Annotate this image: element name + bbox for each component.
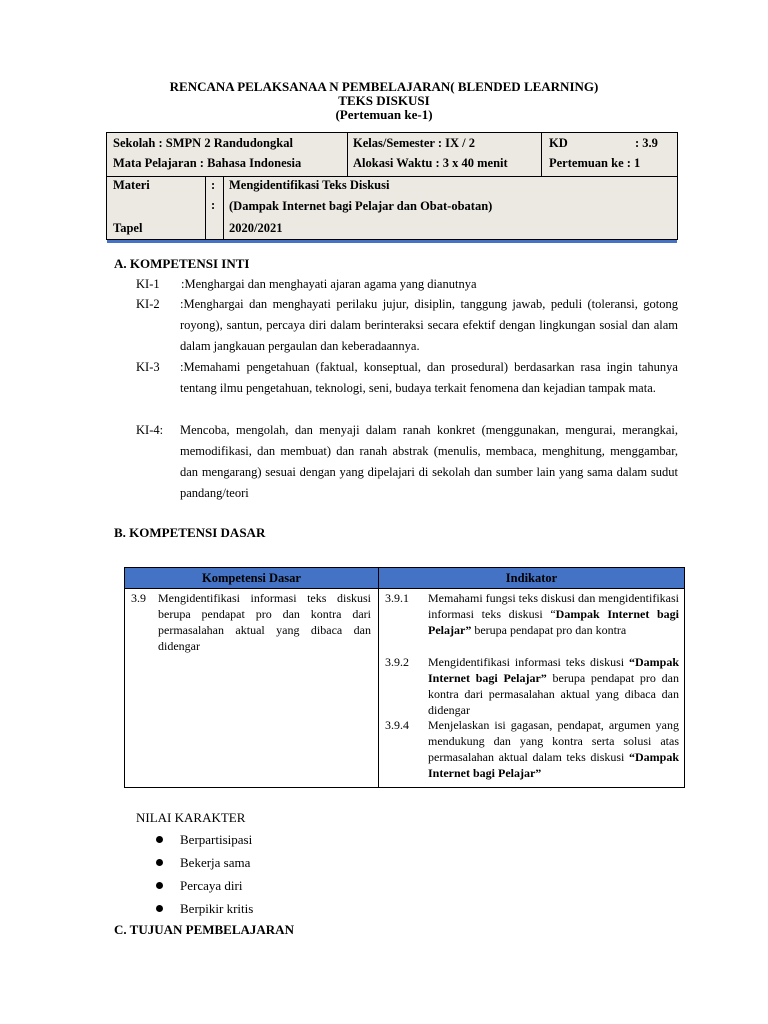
section-a-heading: A. KOMPETENSI INTI [114, 256, 250, 271]
school-field: Sekolah : SMPN 2 Randudongkal [113, 136, 293, 150]
ki-text: :Menghargai dan menghayati ajaran agama yang dianutnya [181, 277, 477, 291]
list-item: Berpartisipasi [156, 832, 253, 855]
nilai-karakter-heading: NILAI KARAKTER [136, 810, 246, 825]
ki-label: KI-1 [136, 277, 160, 291]
col-kompetensi-dasar: Kompetensi Dasar [202, 571, 301, 585]
kd-value: : 3.9 [635, 136, 658, 150]
bullet-icon [156, 859, 163, 866]
indicator-text: Menjelaskan isi gagasan, pendapat, argumen yang mendukung dan yang kontra serta solusi atas permasalahan aktual dalam teks diskusi “Dampak Internet bagi Pelajar” [428, 718, 679, 780]
indicator-number: 3.9.2 [385, 655, 409, 669]
time-allocation-field: Alokasi Waktu : 3 x 40 menit [353, 156, 508, 170]
indicator-number: 3.9.1 [385, 591, 409, 605]
col-indikator: Indikator [505, 571, 558, 585]
table-accent-line [107, 240, 677, 243]
list-item: Bekerja sama [156, 855, 253, 878]
colon-materi: : [211, 178, 216, 192]
kd-label: KD [549, 136, 568, 150]
ki-text: Mencoba, mengolah, dan menyaji dalam ranah konkret (menggunakan, mengurai, merangkai, memodifikasi, dan membuat) dan ranah abstrak (menulis, membaca, menghitung, menggambar, dan mengarang) sesuai dengan yang dipelajari di sekolah dan sumber lain yang sama dalam sudut pandang/teori [180, 423, 678, 500]
materi-subtitle: (Dampak Internet bagi Pelajar dan Obat-obatan) [229, 199, 493, 213]
ki-label: KI-3 [136, 360, 160, 374]
indicator-text: Mengidentifikasi informasi teks diskusi “Dampak Internet bagi Pelajar” berupa pendapat pro dan kontra dari permasalahan aktual yang dibaca dan didengar [428, 655, 679, 717]
kd-description: Mengidentifikasi informasi teks diskusi berupa pendapat pro dan kontra dari permasalahan aktual yang dibaca dan didengar [158, 591, 371, 653]
ki-text: :Menghargai dan menghayati perilaku jujur, disiplin, tanggung jawab, peduli (toleransi, gotong royong), santun, percaya diri dalam berinteraksi secara efektif dengan lingkungan sosial dan alam dalam jangkauan pergaulan dan keberadaannya. [180, 297, 678, 353]
class-semester-field: Kelas/Semester : IX / 2 [353, 136, 475, 150]
kd-number: 3.9 [131, 591, 146, 605]
bullet-icon [156, 836, 163, 843]
section-b-heading: B. KOMPETENSI DASAR [114, 525, 266, 540]
tapel-label: Tapel [113, 221, 143, 235]
section-c-heading: C. TUJUAN PEMBELAJARAN [114, 922, 294, 937]
list-item: Berpikir kritis [156, 901, 253, 924]
materi-value: Mengidentifikasi Teks Diskusi [229, 178, 390, 192]
academic-year-value: 2020/2021 [229, 221, 283, 235]
document-subtitle: TEKS DISKUSI [338, 93, 430, 108]
list-item: Percaya diri [156, 878, 253, 901]
meeting-number: (Pertemuan ke-1) [335, 107, 433, 122]
bullet-icon [156, 905, 163, 912]
kd-table-header [125, 568, 684, 589]
indicator-number: 3.9.4 [385, 718, 409, 732]
bullet-icon [156, 882, 163, 889]
info-table [106, 132, 678, 240]
colon-sub: : [211, 198, 216, 212]
materi-label: Materi [113, 178, 150, 192]
nilai-karakter-list [156, 832, 253, 924]
meeting-field: Pertemuan ke : 1 [549, 156, 641, 170]
ki-label: KI-4: [136, 423, 164, 437]
ki-text: :Memahami pengetahuan (faktual, konseptual, dan prosedural) berdasarkan rasa ingin tahunya tentang ilmu pengetahuan, teknologi, seni, budaya terkait fenomena dan kejadian tampak mata. [180, 360, 678, 395]
indicator-text: Memahami fungsi teks diskusi dan mengidentifikasi informasi teks diskusi “Dampak Internet bagi Pelajar” berupa pendapat pro dan kontra [428, 591, 679, 637]
subject-field: Mata Pelajaran : Bahasa Indonesia [113, 156, 302, 170]
kd-table [124, 567, 685, 788]
document-title: RENCANA PELAKSANAA N PEMBELAJARAN( BLENDED LEARNING) [169, 79, 599, 94]
ki-label: KI-2 [136, 297, 160, 311]
